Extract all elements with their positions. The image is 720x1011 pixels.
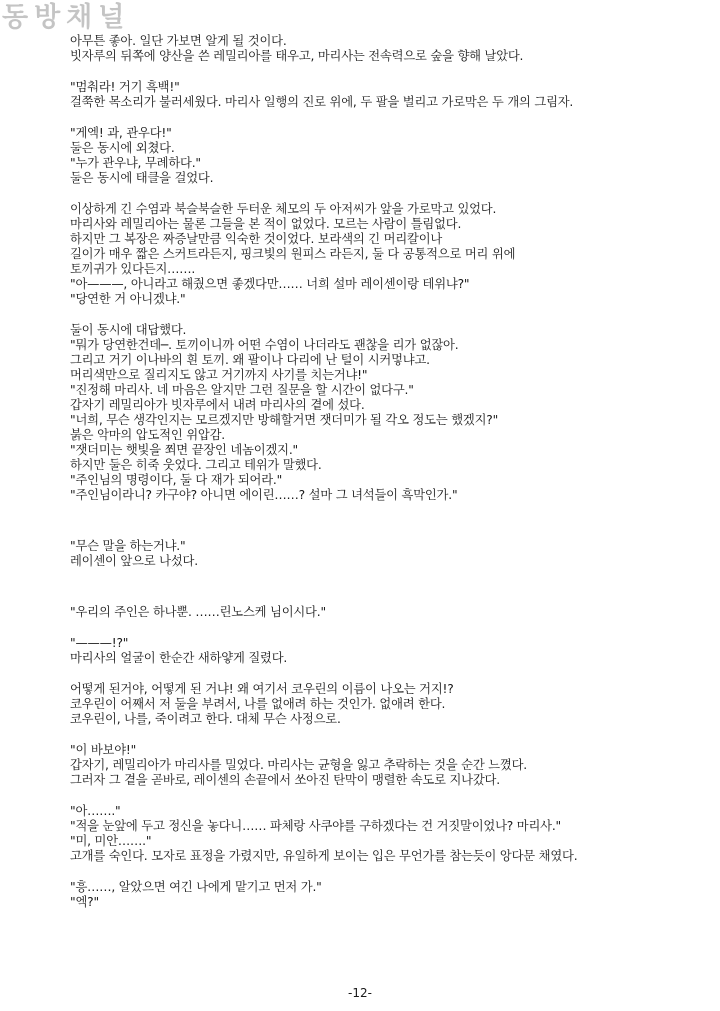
text-line: "우리의 주인은 하나뿐. ……린노스케 님이시다.": [70, 605, 326, 619]
text-line: "진정해 마리사. 네 마음은 알지만 그런 질문을 할 시간이 없다구.": [70, 383, 414, 397]
text-line: 붉은 악마의 압도적인 위압감.: [70, 428, 225, 442]
text-line: 길이가 매우 짧은 스커트라든지, 핑크빛의 원피스 라든지, 둘 다 공통적으로 머리 위에: [70, 247, 516, 261]
text-line: "게엑! 과, 관우다!": [70, 126, 172, 140]
paragraph: [70, 126, 710, 186]
paragraph: [70, 880, 710, 910]
text-line: 이상하게 긴 수염과 북슬북슬한 두터운 체모의 두 아저씨가 앞을 가로막고 있었다.: [70, 202, 497, 216]
text-line: 코우린이, 나를, 죽이려고 한다. 대체 무슨 사정으로.: [70, 712, 341, 726]
text-line: 그리고 거기 이나바의 흰 토끼. 왜 팔이나 다리에 난 털이 시커멓냐고.: [70, 353, 430, 367]
text-line: "주인님이라니? 카구야? 아니면 에이린……? 설마 그 녀석들이 흑막인가.": [70, 488, 458, 502]
text-line: "적을 눈앞에 두고 정신을 놓다니…… 파체랑 사쿠야를 구하겠다는 건 거짓말이었나? 마리사.": [70, 819, 561, 833]
text-line: "당연한 거 아니겠냐.": [70, 292, 186, 306]
text-line: 토끼귀가 있다든지…….: [70, 262, 196, 276]
text-line: "아…….": [70, 804, 121, 818]
text-line: 아무튼 좋아. 일단 가보면 알게 될 것이다.: [70, 34, 287, 48]
text-line: "엑?": [70, 895, 99, 909]
text-line: 둘은 동시에 외쳤다.: [70, 141, 175, 155]
novel-text-body: [70, 34, 710, 926]
text-line: "미, 미안…….": [70, 834, 152, 848]
text-line: 레이센이 앞으로 나섰다.: [70, 554, 198, 568]
paragraph: [70, 34, 710, 64]
text-line: "이 바보야!": [70, 743, 137, 757]
text-line: "———!?": [70, 636, 129, 650]
text-line: 머리색만으로 질리지도 않고 거기까지 사기를 치는거냐!": [70, 368, 368, 382]
paragraph: [70, 80, 710, 110]
text-line: "너희, 무슨 생각인지는 모르겠지만 방해할거면 잿더미가 될 각오 정도는 했겠지?": [70, 413, 499, 427]
text-line: "무슨 말을 하는거냐.": [70, 539, 186, 553]
text-line: "주인님의 명령이다, 둘 다 재가 되어라.": [70, 473, 283, 487]
text-line: "뭐가 당연한건데─. 토끼이니까 어떤 수염이 나더라도 괜찮을 리가 없잖아.: [70, 338, 459, 352]
text-line: 마리사와 레밀리아는 물론 그들을 본 적이 없었다. 모르는 사람이 틀림없다.: [70, 217, 462, 231]
text-line: 코우린이 어째서 저 둘을 부려서, 나를 없애려 하는 것인가. 없애려 한다.: [70, 697, 446, 711]
paragraph: [70, 804, 710, 864]
text-line: 어떻게 된거야, 어떻게 된 거냐! 왜 여기서 코우린의 이름이 나오는 거지!?: [70, 682, 454, 696]
watermark-logo: 동방채널: [2, 2, 131, 33]
paragraph: [70, 743, 710, 788]
text-line: 둘은 동시에 태클을 걸었다.: [70, 171, 214, 185]
paragraph: [70, 636, 710, 666]
text-line: 고개를 숙인다. 모자로 표정을 가렸지만, 유일하게 보이는 입은 무언가를 참는듯이 앙다문 채였다.: [70, 849, 578, 863]
text-line: 갑자기 레밀리아가 빗자루에서 내려 마리사의 곁에 섰다.: [70, 398, 365, 412]
text-line: "누가 관우냐, 무례하다.": [70, 156, 201, 170]
text-line: 그러자 그 곁을 곧바로, 레이센의 손끝에서 쏘아진 탄막이 맹렬한 속도로 지나갔다.: [70, 773, 500, 787]
text-line: 빗자루의 뒤쪽에 양산을 쓴 레밀리아를 태우고, 마리사는 전속력으로 숲을 향해 날았다.: [70, 49, 524, 63]
paragraph: [70, 323, 710, 503]
paragraph: [70, 682, 710, 727]
page-number: -12-: [348, 986, 372, 1000]
paragraph: [70, 539, 710, 569]
paragraph: [70, 605, 710, 620]
text-line: "아———, 아니라고 해줬으면 좋겠다만…… 너희 설마 레이센이랑 테위냐?": [70, 277, 470, 291]
text-line: 걸쭉한 목소리가 불러세웠다. 마리사 일행의 진로 위에, 두 팔을 벌리고 가로막은 두 개의 그림자.: [70, 95, 574, 109]
text-line: 둘이 동시에 대답했다.: [70, 323, 187, 337]
text-line: "잿더미는 햇빛을 쬐면 끝장인 네놈이겠지.": [70, 443, 298, 457]
text-line: "흥……, 알았으면 여긴 나에게 맡기고 먼저 가.": [70, 880, 322, 894]
text-line: 갑자기, 레밀리아가 마리사를 밀었다. 마리사는 균형을 잃고 추락하는 것을 순간 느꼈다.: [70, 758, 527, 772]
text-line: "멈춰라! 거기 흑백!": [70, 80, 180, 94]
text-line: 하지만 그 복장은 짜증날만큼 익숙한 것이었다. 보라색의 긴 머리칼이나: [70, 232, 443, 246]
text-line: 하지만 둘은 히죽 웃었다. 그리고 테위가 말했다.: [70, 458, 322, 472]
text-line: 마리사의 얼굴이 한순간 새하얗게 질렸다.: [70, 651, 288, 665]
paragraph: [70, 202, 710, 307]
